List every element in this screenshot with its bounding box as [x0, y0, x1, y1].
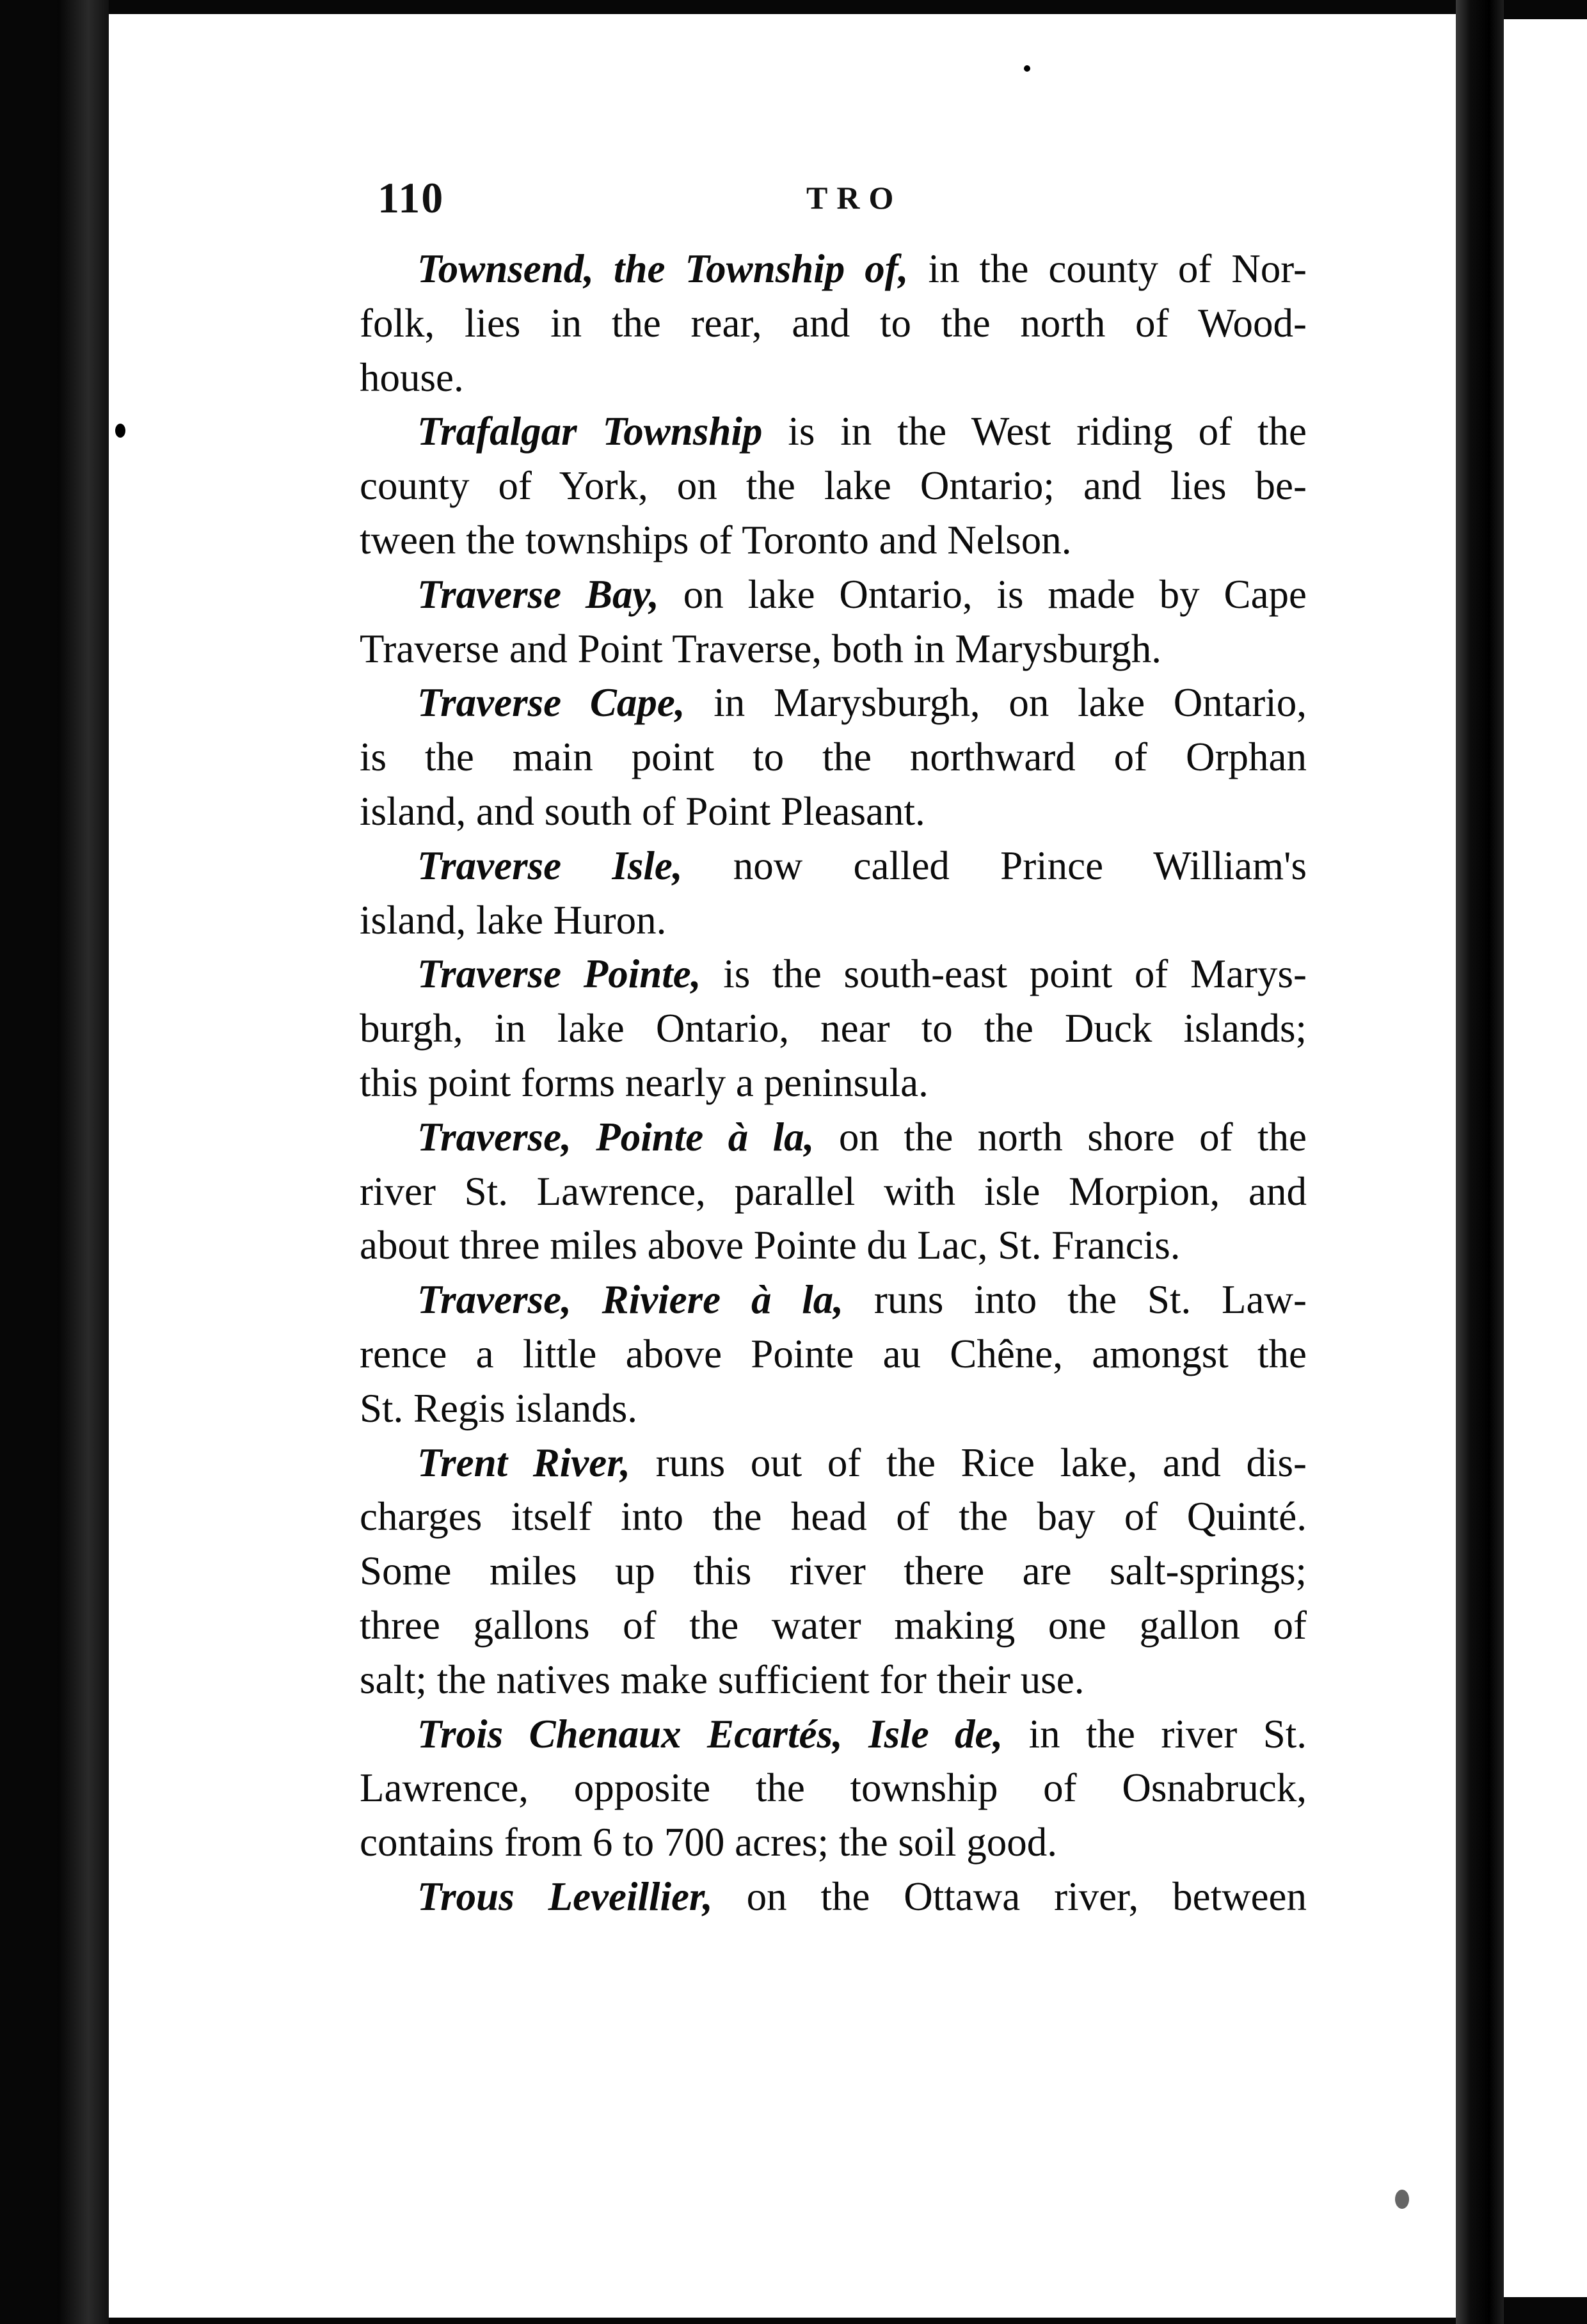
gazetteer-entry	[360, 1110, 1307, 1273]
entry-line: about three miles above Pointe du Lac, St. Francis.	[360, 1223, 1181, 1268]
gazetteer-text	[360, 242, 1307, 1924]
entry-line: St. Regis islands.	[360, 1385, 638, 1431]
ink-speck	[115, 424, 125, 438]
entry-line: is the main point to the northward of Orphan	[360, 735, 1307, 780]
page-number: 110	[378, 173, 445, 222]
entry-first-line	[360, 1273, 1307, 1327]
entry-term: Trent River,	[417, 1440, 631, 1485]
entry-term: Trafalgar Township	[417, 409, 763, 454]
facing-page-edge	[1504, 19, 1587, 2297]
entry-first-line	[360, 404, 1307, 459]
entry-line: in the county of Nor-	[908, 246, 1307, 291]
entry-first-line	[360, 242, 1307, 296]
entry-line: burgh, in lake Ontario, near to the Duck islands;	[360, 1006, 1307, 1051]
entry-first-line	[360, 839, 1307, 893]
entry-line: runs into the St. Law-	[843, 1277, 1307, 1323]
entry-term: Traverse Bay,	[417, 571, 659, 617]
gazetteer-entry	[360, 242, 1307, 404]
book-gutter	[1456, 0, 1504, 2324]
entry-term: Townsend, the Township of,	[417, 246, 909, 291]
entry-term: Trous Leveillier,	[417, 1874, 713, 1919]
ink-speck	[1395, 2190, 1409, 2209]
running-head-title: TRO	[806, 180, 903, 216]
entry-first-line	[360, 1707, 1307, 1762]
entry-line: salt; the natives make sufficient for their use.	[360, 1657, 1085, 1702]
entry-line: tween the townships of Toronto and Nelson.	[360, 517, 1072, 562]
entry-line: three gallons of the water making one gallon of	[360, 1602, 1307, 1648]
entry-term: Traverse, Pointe à la,	[417, 1114, 815, 1159]
entry-line: charges itself into the head of the bay of Quinté.	[360, 1494, 1307, 1540]
gazetteer-entry	[360, 568, 1307, 676]
running-head	[378, 173, 1587, 230]
entry-line: island, lake Huron.	[360, 897, 667, 943]
page-edge-left	[58, 0, 109, 2324]
entry-first-line	[360, 1110, 1307, 1165]
entry-line: now called Prince William's	[682, 843, 1307, 888]
entry-term: Traverse Pointe,	[417, 951, 701, 997]
entry-line: in Marysburgh, on lake Ontario,	[685, 680, 1307, 726]
entry-line: on the north shore of the	[814, 1114, 1307, 1159]
entry-first-line	[360, 947, 1307, 1001]
entry-line: rence a little above Pointe au Chêne, amongst the	[360, 1331, 1307, 1376]
entry-term: Traverse, Riviere à la,	[417, 1277, 844, 1323]
gazetteer-entry	[360, 676, 1307, 838]
entry-line: this point forms nearly a peninsula.	[360, 1060, 929, 1105]
entry-line: county of York, on the lake Ontario; and lies be-	[360, 463, 1307, 509]
entry-first-line	[360, 568, 1307, 622]
entry-first-line	[360, 1436, 1307, 1490]
entry-line: island, and south of Point Pleasant.	[360, 788, 925, 834]
bleed-through-text	[109, 372, 118, 417]
entry-term: Trois Chenaux Ecartés, Isle de,	[417, 1711, 1003, 1756]
gazetteer-entry	[360, 839, 1307, 948]
entry-line: runs out of the Rice lake, and dis-	[630, 1440, 1307, 1485]
entry-line: river St. Lawrence, parallel with isle Morpion, and	[360, 1168, 1307, 1214]
entry-first-line	[360, 676, 1307, 730]
entry-line: on lake Ontario, is made by Cape	[658, 571, 1307, 617]
gazetteer-entry	[360, 404, 1307, 567]
entry-line: is in the West riding of the	[762, 409, 1307, 454]
entry-line: Lawrence, opposite the township of Osnabruck,	[360, 1765, 1307, 1811]
entry-first-line	[360, 1870, 1307, 1924]
ink-speck	[1024, 65, 1030, 72]
entry-line: in the river St.	[1003, 1711, 1307, 1756]
gazetteer-entry	[360, 947, 1307, 1110]
entry-line: on the Ottawa river, between	[712, 1874, 1307, 1919]
entry-term: Traverse Isle,	[417, 843, 683, 888]
entry-line: house.	[360, 354, 464, 400]
entry-line: Some miles up this river there are salt-springs;	[360, 1548, 1307, 1594]
entry-line: is the south-east point of Marys-	[701, 951, 1307, 997]
entry-line: folk, lies in the rear, and to the north of Wood-	[360, 300, 1307, 346]
gazetteer-entry	[360, 1870, 1307, 1924]
gazetteer-entry	[360, 1436, 1307, 1707]
entry-term: Traverse Cape,	[417, 680, 685, 726]
gazetteer-entry	[360, 1707, 1307, 1870]
gazetteer-entry	[360, 1273, 1307, 1435]
entry-line: Traverse and Point Traverse, both in Marysburgh.	[360, 626, 1161, 671]
entry-line: contains from 6 to 700 acres; the soil good.	[360, 1820, 1058, 1865]
